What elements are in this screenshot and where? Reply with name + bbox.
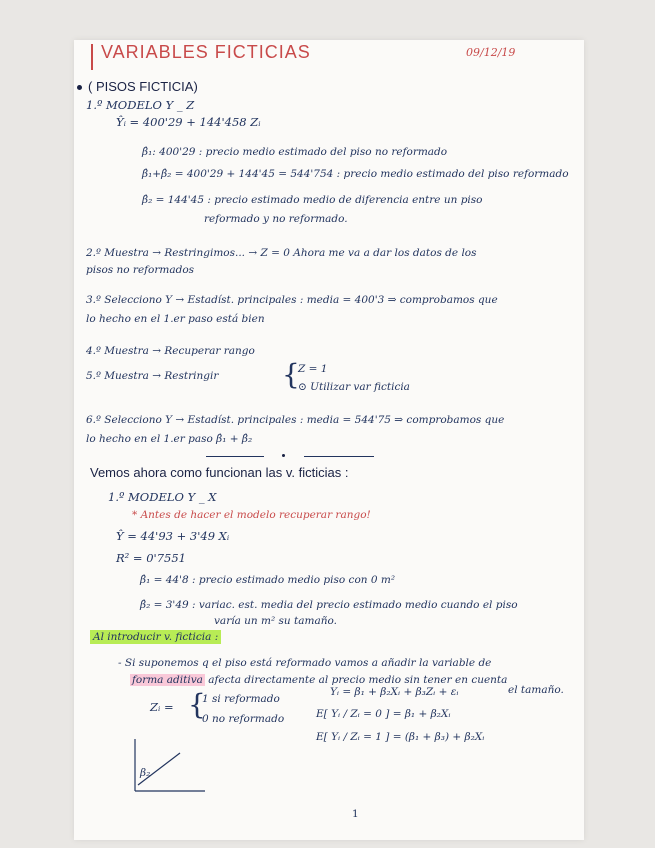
suppose-line3: el tamaño.	[508, 684, 564, 696]
additive-highlight: forma aditiva	[132, 674, 203, 686]
ficticias-heading: Vemos ahora como funcionan las v. ficticias :	[90, 465, 349, 480]
title-mark	[91, 44, 93, 70]
zi-case1: 1 si reformado	[202, 693, 280, 705]
zi-brace: {	[188, 688, 206, 721]
model2-warning: * Antes de hacer el modelo recuperar rango!	[132, 509, 371, 521]
intro-ficticia	[90, 631, 221, 644]
step3-line1: 3.º Selecciono Y → Estadíst. principales : media = 400'3 ⇒ comprobamos que	[86, 294, 498, 306]
step2-line2: pisos no reformados	[86, 264, 195, 276]
intro-highlight: Al introducir v. ficticia :	[90, 630, 221, 644]
model1-b2-line2: reformado y no reformado.	[204, 213, 348, 225]
model1-b1b2: β̂₁+β̂₂ = 400'29 + 144'45 = 544'754 : precio medio estimado del piso reformado	[142, 168, 569, 180]
divider-left	[206, 456, 264, 457]
divider-right	[304, 456, 374, 457]
suppose-rest: afecta directamente al precio medio sin tener en cuenta	[208, 674, 508, 686]
step2-line1: 2.º Muestra → Restringimos... → Z = 0 Ahora me va a dar los datos de los	[86, 247, 477, 259]
step6-line2: lo hecho en el 1.er paso β̂₁ + β̂₂	[86, 433, 253, 445]
bullet	[77, 85, 82, 90]
page-title: VARIABLES FICTICIAS	[101, 42, 311, 62]
section-heading: ( PISOS FICTICIA)	[88, 79, 198, 94]
expectation-z0: E[ Yᵢ / Zᵢ = 0 ] = β₁ + β₂Xᵢ	[316, 708, 451, 720]
step5-option2: ⊙ Utilizar var ficticia	[298, 381, 410, 393]
model2-b1: β̂₁ = 44'8 : precio estimado medio piso con 0 m²	[140, 574, 396, 586]
model2-b2-line1: β̂₂ = 3'49 : variac. est. media del precio estimado medio cuando el piso	[140, 599, 518, 611]
model2-header: 1.º MODELO Y _ X	[108, 490, 217, 504]
zi-label: Zᵢ =	[150, 700, 174, 714]
suppose-line1: - Si suponemos q el piso está reformado vamos a añadir la variable de	[118, 657, 492, 669]
model1-header: 1.º MODELO Y _ Z	[86, 98, 195, 112]
model2-equation: Ŷ = 44'93 + 3'49 Xᵢ	[116, 529, 230, 543]
step5-brace: {	[282, 358, 300, 391]
divider-dot	[282, 454, 285, 457]
step6-line1: 6.º Selecciono Y → Estadíst. principales : media = 544'75 ⇒ comprobamos que	[86, 414, 505, 426]
step5-label: 5.º Muestra → Restringir	[86, 370, 219, 382]
graph-label: β₂	[140, 767, 151, 779]
page-date: 09/12/19	[466, 46, 516, 59]
model1-b1: β̂₁: 400'29 : precio medio estimado del piso no reformado	[142, 146, 448, 158]
step3-line2: lo hecho en el 1.er paso está bien	[86, 313, 265, 325]
step5-option1: Z = 1	[298, 363, 328, 375]
step4: 4.º Muestra → Recuperar rango	[86, 345, 255, 357]
model-equation: Yᵢ = β₁ + β₂Xᵢ + β₃Zᵢ + εᵢ	[330, 686, 459, 698]
expectation-z1: E[ Yᵢ / Zᵢ = 1 ] = (β₁ + β₃) + β₂Xᵢ	[316, 731, 485, 743]
model2-r2: R² = 0'7551	[116, 551, 186, 565]
page-number: 1	[352, 808, 359, 820]
model2-b2-line2: varía un m² su tamaño.	[214, 615, 337, 627]
zi-case2: 0 no reformado	[202, 713, 285, 725]
model1-b2-line1: β̂₂ = 144'45 : precio estimado medio de diferencia entre un piso	[142, 194, 483, 206]
model1-equation: Ŷᵢ = 400'29 + 144'458 Zᵢ	[116, 115, 261, 129]
